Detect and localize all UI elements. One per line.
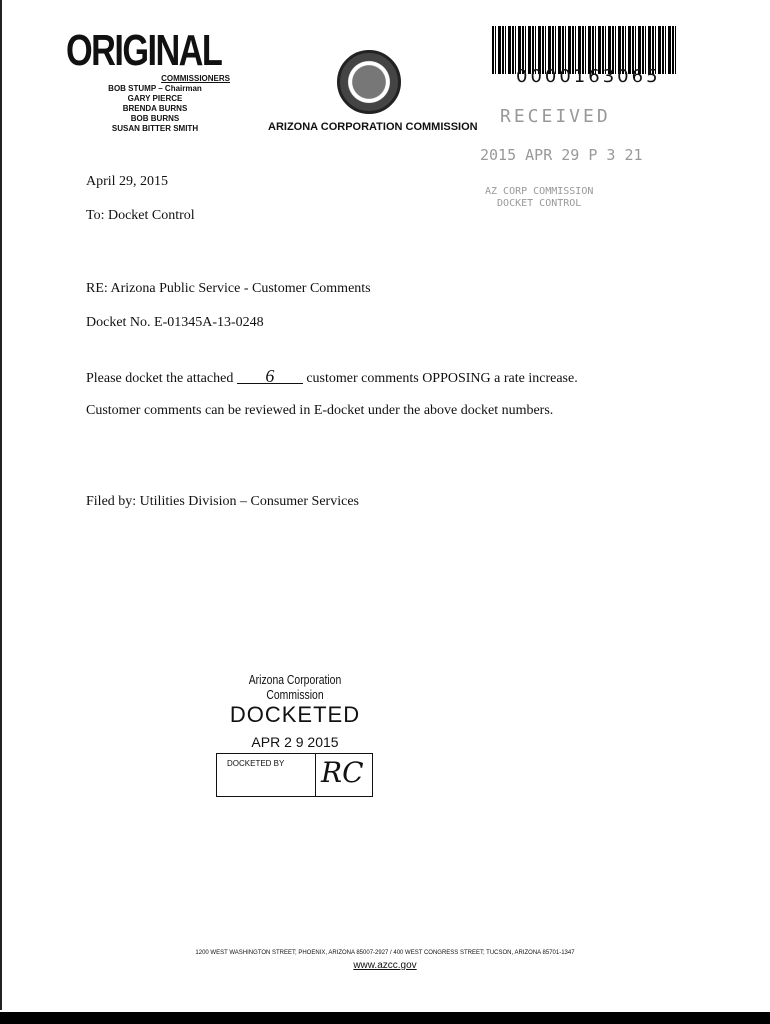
- docketed-date: APR 2 9 2015: [251, 734, 339, 750]
- received-stamp-datetime: 2015 APR 29 P 3 21: [480, 146, 643, 164]
- original-stamp: ORIGINAL: [66, 26, 222, 75]
- docketed-by-box: [216, 753, 373, 797]
- comment-count: 6: [237, 369, 303, 384]
- state-seal-icon: [337, 50, 401, 114]
- docketed-agency: Arizona Corporation Commission: [248, 672, 342, 702]
- review-note: Customer comments can be reviewed in E-docket under the above docket numbers.: [86, 403, 554, 418]
- agency-name: ARIZONA CORPORATION COMMISSION: [268, 121, 478, 133]
- letter-subject: RE: Arizona Public Service - Customer Comments: [86, 281, 371, 296]
- footer-website-link[interactable]: www.azcc.gov: [353, 960, 417, 971]
- request-suffix: customer comments OPPOSING a rate increase.: [306, 371, 578, 386]
- commissioners-heading: COMMISSIONERS: [161, 74, 230, 83]
- commissioner: SUSAN BITTER SMITH: [111, 124, 199, 133]
- received-stamp-label: RECEIVED: [500, 106, 611, 127]
- filed-by: Filed by: Utilities Division – Consumer Services: [86, 494, 359, 509]
- request-prefix: Please docket the attached: [86, 371, 234, 386]
- received-stamp-office: [485, 186, 593, 210]
- commissioner: BOB BURNS: [130, 114, 180, 123]
- box-divider: [315, 754, 316, 796]
- docketed-stamp: [210, 672, 380, 750]
- footer-address: 1200 WEST WASHINGTON STREET; PHOENIX, ARIZONA 85007-2927 / 400 WEST CONGRESS STREET; TUCSON, ARIZONA 85701-1347: [195, 950, 575, 956]
- docket-request: [86, 366, 578, 387]
- commissioner: GARY PIERCE: [127, 94, 183, 103]
- scan-left-edge: [0, 0, 2, 1010]
- barcode-number: 0000163065: [516, 66, 661, 87]
- docketed-by-label: DOCKETED BY: [227, 759, 285, 768]
- docketed-title: DOCKETED: [229, 702, 361, 727]
- letter-date: April 29, 2015: [86, 174, 169, 189]
- docketed-by-initials: RC: [321, 756, 364, 789]
- received-line: DOCKET CONTROL: [497, 198, 582, 209]
- docket-number: Docket No. E-01345A-13-0248: [86, 315, 264, 330]
- commissioner: BOB STUMP – Chairman: [108, 84, 202, 93]
- received-line: AZ CORP COMMISSION: [485, 186, 594, 197]
- commissioner: BRENDA BURNS: [122, 104, 188, 113]
- letter-recipient: To: Docket Control: [86, 208, 195, 223]
- commissioners-list: [80, 74, 230, 134]
- scan-bottom-edge: [0, 1012, 770, 1024]
